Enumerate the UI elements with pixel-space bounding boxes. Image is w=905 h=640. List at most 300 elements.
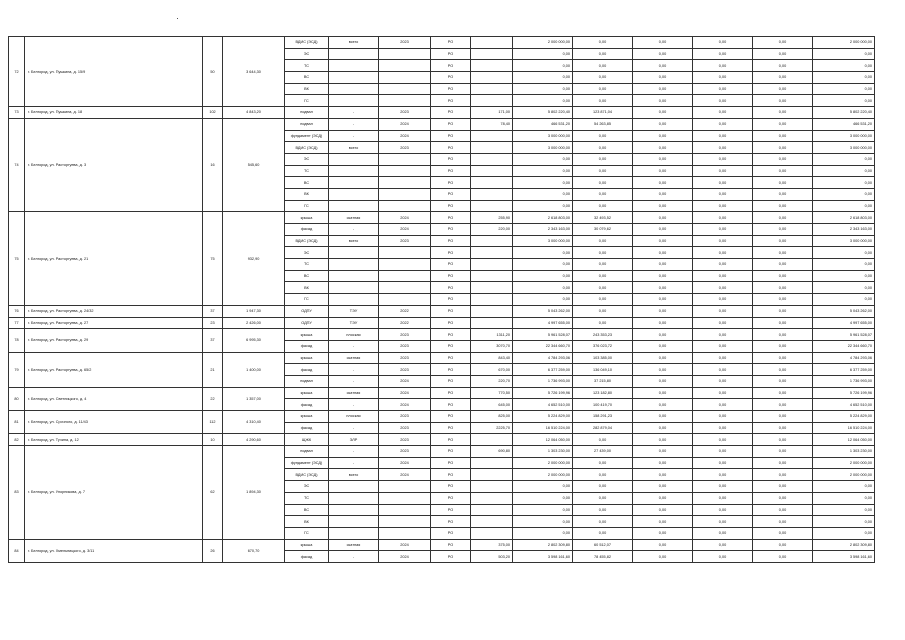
cell-param bbox=[329, 492, 379, 504]
cell-year bbox=[379, 188, 431, 200]
cell-c2: 0,00 bbox=[633, 469, 693, 481]
cell-c1: 0,00 bbox=[573, 516, 633, 528]
cell-no: 84 bbox=[9, 539, 25, 562]
cell-c4: 0,00 bbox=[753, 188, 813, 200]
cell-c2: 0,00 bbox=[633, 37, 693, 49]
cell-total: 0,00 bbox=[513, 492, 573, 504]
cell-src: РО bbox=[431, 387, 471, 399]
cell-sum: 0,00 bbox=[813, 83, 875, 95]
cell-c2: 0,00 bbox=[633, 118, 693, 130]
cell-sum: 0,00 bbox=[813, 516, 875, 528]
cell-c3: 0,00 bbox=[693, 457, 753, 469]
cell-work: подвал bbox=[285, 375, 329, 387]
cell-c1: 0,00 bbox=[573, 165, 633, 177]
cell-sum: 0,00 bbox=[813, 282, 875, 294]
cell-c2: 0,00 bbox=[633, 411, 693, 423]
cell-year: 2023 bbox=[379, 422, 431, 434]
cell-param bbox=[329, 153, 379, 165]
cell-total: 2 000 000,00 bbox=[513, 37, 573, 49]
capital-repair-table bbox=[8, 36, 875, 563]
cell-src: РО bbox=[431, 329, 471, 341]
cell-year: 2023 bbox=[379, 235, 431, 247]
cell-c4: 0,00 bbox=[753, 375, 813, 387]
cell-src: РО bbox=[431, 259, 471, 271]
cell-param: - bbox=[329, 340, 379, 352]
cell-vol bbox=[471, 481, 513, 493]
cell-c3: 0,00 bbox=[693, 516, 753, 528]
cell-c1: 123 182,80 bbox=[573, 387, 633, 399]
cell-c1: 0,00 bbox=[573, 142, 633, 154]
cell-c3: 0,00 bbox=[693, 188, 753, 200]
cell-c1: 158 291,23 bbox=[573, 411, 633, 423]
cell-c3: 0,00 bbox=[693, 551, 753, 563]
cell-floors: 21 bbox=[203, 352, 223, 387]
cell-src: РО bbox=[431, 340, 471, 352]
cell-src: РО bbox=[431, 224, 471, 236]
cell-sum: 3 000 000,00 bbox=[813, 130, 875, 142]
cell-vol bbox=[471, 259, 513, 271]
cell-year: 2023 bbox=[379, 434, 431, 446]
cell-vol bbox=[471, 282, 513, 294]
cell-year bbox=[379, 200, 431, 212]
cell-year: 2023 bbox=[379, 340, 431, 352]
cell-c2: 0,00 bbox=[633, 177, 693, 189]
cell-sum: 2 343 163,00 bbox=[813, 224, 875, 236]
cell-vol bbox=[471, 48, 513, 60]
cell-c2: 0,00 bbox=[633, 446, 693, 458]
cell-src: РО bbox=[431, 130, 471, 142]
cell-area: 2 426,00 bbox=[223, 317, 285, 329]
cell-c3: 0,00 bbox=[693, 212, 753, 224]
cell-c3: 0,00 bbox=[693, 165, 753, 177]
cell-src: РО bbox=[431, 434, 471, 446]
cell-total: 0,00 bbox=[513, 282, 573, 294]
cell-vol: 2225,70 bbox=[471, 422, 513, 434]
cell-total: 0,00 bbox=[513, 60, 573, 72]
cell-sum: 0,00 bbox=[813, 270, 875, 282]
cell-c3: 0,00 bbox=[693, 539, 753, 551]
cell-vol bbox=[471, 60, 513, 72]
cell-src: РО bbox=[431, 165, 471, 177]
cell-total: 0,00 bbox=[513, 165, 573, 177]
cell-year: 2023 bbox=[379, 364, 431, 376]
cell-c1: 0,00 bbox=[573, 270, 633, 282]
cell-c4: 0,00 bbox=[753, 95, 813, 107]
cell-c2: 0,00 bbox=[633, 212, 693, 224]
cell-c4: 0,00 bbox=[753, 317, 813, 329]
cell-src: РО bbox=[431, 411, 471, 423]
cell-sum: 2 000 000,00 bbox=[813, 457, 875, 469]
cell-year: 2024 bbox=[379, 375, 431, 387]
cell-c2: 0,00 bbox=[633, 457, 693, 469]
cell-c3: 0,00 bbox=[693, 364, 753, 376]
cell-sum: 2 000 000,00 bbox=[813, 37, 875, 49]
cell-vol bbox=[471, 142, 513, 154]
cell-c2: 0,00 bbox=[633, 434, 693, 446]
cell-sum: 0,00 bbox=[813, 153, 875, 165]
cell-c4: 0,00 bbox=[753, 153, 813, 165]
cell-no: 72 bbox=[9, 37, 25, 107]
cell-vol bbox=[471, 37, 513, 49]
cell-total: 0,00 bbox=[513, 527, 573, 539]
cell-vol bbox=[471, 305, 513, 317]
cell-vol bbox=[471, 469, 513, 481]
cell-work: крыша bbox=[285, 411, 329, 423]
cell-c1: 54 263,85 bbox=[573, 118, 633, 130]
cell-vol bbox=[471, 165, 513, 177]
cell-vol: 825,00 bbox=[471, 411, 513, 423]
cell-c2: 0,00 bbox=[633, 235, 693, 247]
cell-address: г. Белгород, ул. Упорникова, д. 7 bbox=[25, 446, 203, 540]
cell-year: 2023 bbox=[379, 352, 431, 364]
cell-c1: 0,00 bbox=[573, 37, 633, 49]
cell-sum: 6 377 259,00 bbox=[813, 364, 875, 376]
cell-sum: 3 000 000,00 bbox=[813, 235, 875, 247]
cell-c1: 0,00 bbox=[573, 527, 633, 539]
cell-c4: 0,00 bbox=[753, 539, 813, 551]
cell-c3: 0,00 bbox=[693, 83, 753, 95]
cell-year bbox=[379, 527, 431, 539]
cell-c1: 0,00 bbox=[573, 282, 633, 294]
cell-no: 83 bbox=[9, 446, 25, 540]
cell-c4: 0,00 bbox=[753, 224, 813, 236]
cell-src: РО bbox=[431, 95, 471, 107]
cell-vol: 1311,20 bbox=[471, 329, 513, 341]
cell-src: РО bbox=[431, 188, 471, 200]
cell-year: 2023 bbox=[379, 329, 431, 341]
cell-total: 4 784 293,06 bbox=[513, 352, 573, 364]
cell-no: 77 bbox=[9, 317, 25, 329]
cell-sum: 5 726 199,96 bbox=[813, 387, 875, 399]
cell-c2: 0,00 bbox=[633, 188, 693, 200]
cell-c4: 0,00 bbox=[753, 481, 813, 493]
cell-c4: 0,00 bbox=[753, 469, 813, 481]
cell-c3: 0,00 bbox=[693, 527, 753, 539]
cell-param bbox=[329, 270, 379, 282]
cell-src: РО bbox=[431, 516, 471, 528]
cell-src: РО bbox=[431, 364, 471, 376]
cell-sum: 5 224 829,00 bbox=[813, 411, 875, 423]
cell-param: скатная bbox=[329, 539, 379, 551]
cell-floors: 22 bbox=[203, 387, 223, 410]
cell-param bbox=[329, 527, 379, 539]
cell-total: 0,00 bbox=[513, 200, 573, 212]
cell-src: РО bbox=[431, 457, 471, 469]
cell-work: ВК bbox=[285, 83, 329, 95]
cell-work: фасад bbox=[285, 399, 329, 411]
cell-work: крыша bbox=[285, 539, 329, 551]
cell-param bbox=[329, 95, 379, 107]
cell-area: 4 290,60 bbox=[223, 434, 285, 446]
cell-param bbox=[329, 481, 379, 493]
cell-vol bbox=[471, 95, 513, 107]
cell-c2: 0,00 bbox=[633, 153, 693, 165]
cell-year: 2024 bbox=[379, 212, 431, 224]
cell-c4: 0,00 bbox=[753, 270, 813, 282]
cell-param: скатная bbox=[329, 212, 379, 224]
cell-c1: 0,00 bbox=[573, 177, 633, 189]
cell-work: ВК bbox=[285, 282, 329, 294]
cell-vol: 645,00 bbox=[471, 399, 513, 411]
cell-work: ЩЖК bbox=[285, 434, 329, 446]
cell-src: РО bbox=[431, 504, 471, 516]
cell-c3: 0,00 bbox=[693, 282, 753, 294]
cell-c3: 0,00 bbox=[693, 504, 753, 516]
cell-address: г. Белгород, ул. Расторгуева, д. 24/32 bbox=[25, 305, 203, 317]
cell-vol: 78,40 bbox=[471, 118, 513, 130]
cell-work: фундамент (ЭСД) bbox=[285, 457, 329, 469]
cell-c4: 0,00 bbox=[753, 247, 813, 259]
cell-work: ВК bbox=[285, 188, 329, 200]
cell-floors: 26 bbox=[203, 539, 223, 562]
cell-sum: 5 802 220,40 bbox=[813, 107, 875, 119]
cell-year bbox=[379, 177, 431, 189]
cell-year: 2023 bbox=[379, 37, 431, 49]
cell-sum: 3 598 161,60 bbox=[813, 551, 875, 563]
cell-work: ТС bbox=[285, 60, 329, 72]
cell-c1: 60 512,07 bbox=[573, 539, 633, 551]
cell-src: РО bbox=[431, 200, 471, 212]
cell-c4: 0,00 bbox=[753, 305, 813, 317]
cell-c4: 0,00 bbox=[753, 294, 813, 306]
cell-total: 2 343 163,00 bbox=[513, 224, 573, 236]
cell-c4: 0,00 bbox=[753, 527, 813, 539]
cell-c4: 0,00 bbox=[753, 411, 813, 423]
cell-param bbox=[329, 200, 379, 212]
cell-src: РО bbox=[431, 539, 471, 551]
cell-c1: 0,00 bbox=[573, 153, 633, 165]
cell-floors: 37 bbox=[203, 305, 223, 317]
cell-year bbox=[379, 516, 431, 528]
cell-c1: 243 353,23 bbox=[573, 329, 633, 341]
cell-src: РО bbox=[431, 107, 471, 119]
cell-c2: 0,00 bbox=[633, 294, 693, 306]
cell-vol bbox=[471, 130, 513, 142]
cell-address: г. Белгород, ул. Расторгуева, д. 65/2 bbox=[25, 352, 203, 387]
cell-work: ВДИС (ЭСД) bbox=[285, 469, 329, 481]
cell-c3: 0,00 bbox=[693, 446, 753, 458]
cell-total: 3 000 000,00 bbox=[513, 142, 573, 154]
cell-vol: 375,00 bbox=[471, 539, 513, 551]
cell-param bbox=[329, 259, 379, 271]
cell-year: 2023 bbox=[379, 411, 431, 423]
cell-c3: 0,00 bbox=[693, 352, 753, 364]
cell-address: г. Белгород, ул. Расторгуева, д. 21 bbox=[25, 212, 203, 306]
table-row bbox=[9, 387, 875, 399]
table-row bbox=[9, 352, 875, 364]
cell-c4: 0,00 bbox=[753, 399, 813, 411]
cell-param bbox=[329, 516, 379, 528]
cell-sum: 0,00 bbox=[813, 60, 875, 72]
cell-address: г. Белгород, ул. Расторгуева, д. 3 bbox=[25, 118, 203, 212]
cell-area: 1 894,30 bbox=[223, 446, 285, 540]
cell-sum: 4 997 655,00 bbox=[813, 317, 875, 329]
cell-work: ТС bbox=[285, 492, 329, 504]
cell-work: ВДИС (ЭСД) bbox=[285, 142, 329, 154]
cell-param bbox=[329, 282, 379, 294]
cell-c4: 0,00 bbox=[753, 434, 813, 446]
cell-c3: 0,00 bbox=[693, 60, 753, 72]
cell-c4: 0,00 bbox=[753, 446, 813, 458]
cell-no: 82 bbox=[9, 434, 25, 446]
cell-src: РО bbox=[431, 317, 471, 329]
cell-vol: 220,00 bbox=[471, 224, 513, 236]
cell-c1: 100 419,70 bbox=[573, 399, 633, 411]
cell-param bbox=[329, 247, 379, 259]
cell-vol bbox=[471, 247, 513, 259]
cell-sum: 1 303 230,00 bbox=[813, 446, 875, 458]
cell-c4: 0,00 bbox=[753, 516, 813, 528]
cell-address: г. Белгород, ул. Тучина, д. 12 bbox=[25, 434, 203, 446]
cell-c2: 0,00 bbox=[633, 72, 693, 84]
cell-c1: 0,00 bbox=[573, 504, 633, 516]
cell-total: 5 224 829,00 bbox=[513, 411, 573, 423]
cell-c1: 282 879,04 bbox=[573, 422, 633, 434]
cell-work: ЭС bbox=[285, 481, 329, 493]
cell-c4: 0,00 bbox=[753, 282, 813, 294]
document-page bbox=[8, 36, 875, 563]
cell-c4: 0,00 bbox=[753, 259, 813, 271]
cell-c4: 0,00 bbox=[753, 422, 813, 434]
cell-src: РО bbox=[431, 177, 471, 189]
table-row bbox=[9, 539, 875, 551]
cell-c3: 0,00 bbox=[693, 72, 753, 84]
cell-c1: 0,00 bbox=[573, 481, 633, 493]
cell-address: г. Белгород, ул. Хмельницкого, д. 3/11 bbox=[25, 539, 203, 562]
cell-c2: 0,00 bbox=[633, 48, 693, 60]
cell-year bbox=[379, 48, 431, 60]
cell-c1: 27 439,00 bbox=[573, 446, 633, 458]
cell-c1: 0,00 bbox=[573, 294, 633, 306]
cell-c3: 0,00 bbox=[693, 329, 753, 341]
cell-floors: 10 bbox=[203, 434, 223, 446]
cell-year bbox=[379, 481, 431, 493]
cell-src: РО bbox=[431, 153, 471, 165]
cell-sum: 2 000 000,00 bbox=[813, 469, 875, 481]
cell-c2: 0,00 bbox=[633, 375, 693, 387]
cell-sum: 0,00 bbox=[813, 527, 875, 539]
cell-c3: 0,00 bbox=[693, 399, 753, 411]
cell-work: ОДПУ bbox=[285, 305, 329, 317]
cell-year: 2022 bbox=[379, 305, 431, 317]
cell-work: ТС bbox=[285, 259, 329, 271]
cell-c4: 0,00 bbox=[753, 118, 813, 130]
cell-param: - bbox=[329, 446, 379, 458]
cell-src: РО bbox=[431, 446, 471, 458]
cell-total: 0,00 bbox=[513, 247, 573, 259]
cell-param: - bbox=[329, 118, 379, 130]
cell-src: РО bbox=[431, 48, 471, 60]
cell-vol bbox=[471, 177, 513, 189]
cell-c3: 0,00 bbox=[693, 411, 753, 423]
cell-c2: 0,00 bbox=[633, 95, 693, 107]
cell-sum: 466 531,20 bbox=[813, 118, 875, 130]
cell-src: РО bbox=[431, 294, 471, 306]
cell-area: 1 947,30 bbox=[223, 305, 285, 317]
cell-vol bbox=[471, 72, 513, 84]
cell-sum: 0,00 bbox=[813, 481, 875, 493]
cell-c2: 0,00 bbox=[633, 399, 693, 411]
cell-total: 3 000 000,00 bbox=[513, 130, 573, 142]
cell-src: РО bbox=[431, 352, 471, 364]
cell-vol: 171,00 bbox=[471, 107, 513, 119]
cell-total: 5 802 220,40 bbox=[513, 107, 573, 119]
cell-param: плоская bbox=[329, 411, 379, 423]
cell-param: - bbox=[329, 107, 379, 119]
table-row bbox=[9, 37, 875, 49]
cell-sum: 16 510 224,00 bbox=[813, 422, 875, 434]
cell-param: - bbox=[329, 130, 379, 142]
cell-total: 1 736 993,00 bbox=[513, 375, 573, 387]
cell-year: 2023 bbox=[379, 446, 431, 458]
cell-src: РО bbox=[431, 118, 471, 130]
cell-vol bbox=[471, 504, 513, 516]
cell-c2: 0,00 bbox=[633, 516, 693, 528]
cell-c4: 0,00 bbox=[753, 165, 813, 177]
cell-c3: 0,00 bbox=[693, 270, 753, 282]
cell-year bbox=[379, 165, 431, 177]
cell-vol: 220,70 bbox=[471, 375, 513, 387]
cell-work: ОДПУ bbox=[285, 317, 329, 329]
cell-vol bbox=[471, 200, 513, 212]
cell-total: 5 961 528,07 bbox=[513, 329, 573, 341]
cell-c1: 30 079,62 bbox=[573, 224, 633, 236]
cell-src: РО bbox=[431, 37, 471, 49]
cell-total: 0,00 bbox=[513, 95, 573, 107]
cell-total: 0,00 bbox=[513, 153, 573, 165]
cell-param: - bbox=[329, 399, 379, 411]
cell-floors: 50 bbox=[203, 37, 223, 107]
cell-vol bbox=[471, 83, 513, 95]
cell-param: всего bbox=[329, 142, 379, 154]
table-row bbox=[9, 411, 875, 423]
cell-c4: 0,00 bbox=[753, 329, 813, 341]
cell-total: 3 000 000,00 bbox=[513, 235, 573, 247]
cell-year: 2024 bbox=[379, 551, 431, 563]
table-row bbox=[9, 305, 875, 317]
table-row bbox=[9, 212, 875, 224]
cell-total: 5 043 262,00 bbox=[513, 305, 573, 317]
cell-no: 81 bbox=[9, 411, 25, 434]
cell-vol bbox=[471, 516, 513, 528]
cell-param: всего bbox=[329, 235, 379, 247]
cell-c3: 0,00 bbox=[693, 177, 753, 189]
cell-c4: 0,00 bbox=[753, 551, 813, 563]
cell-param: - bbox=[329, 375, 379, 387]
cell-c2: 0,00 bbox=[633, 107, 693, 119]
cell-total: 5 726 199,96 bbox=[513, 387, 573, 399]
cell-work: фундамент (ЭСД) bbox=[285, 130, 329, 142]
cell-sum: 12 064 050,00 bbox=[813, 434, 875, 446]
cell-param bbox=[329, 177, 379, 189]
cell-address: г. Белгород, ул. Светлицкого, д. 4 bbox=[25, 387, 203, 410]
cell-c4: 0,00 bbox=[753, 83, 813, 95]
cell-total: 2 802 309,80 bbox=[513, 539, 573, 551]
cell-work: ТС bbox=[285, 165, 329, 177]
cell-param bbox=[329, 188, 379, 200]
cell-work: фасад bbox=[285, 224, 329, 236]
cell-work: ВК bbox=[285, 516, 329, 528]
cell-c1: 32 493,52 bbox=[573, 212, 633, 224]
cell-c1: 0,00 bbox=[573, 200, 633, 212]
cell-src: РО bbox=[431, 212, 471, 224]
cell-floors: 37 bbox=[203, 329, 223, 352]
cell-vol: 670,00 bbox=[471, 364, 513, 376]
table-row bbox=[9, 329, 875, 341]
cell-total: 4 997 655,00 bbox=[513, 317, 573, 329]
cell-area: 670,70 bbox=[223, 539, 285, 562]
cell-vol: 255,90 bbox=[471, 212, 513, 224]
